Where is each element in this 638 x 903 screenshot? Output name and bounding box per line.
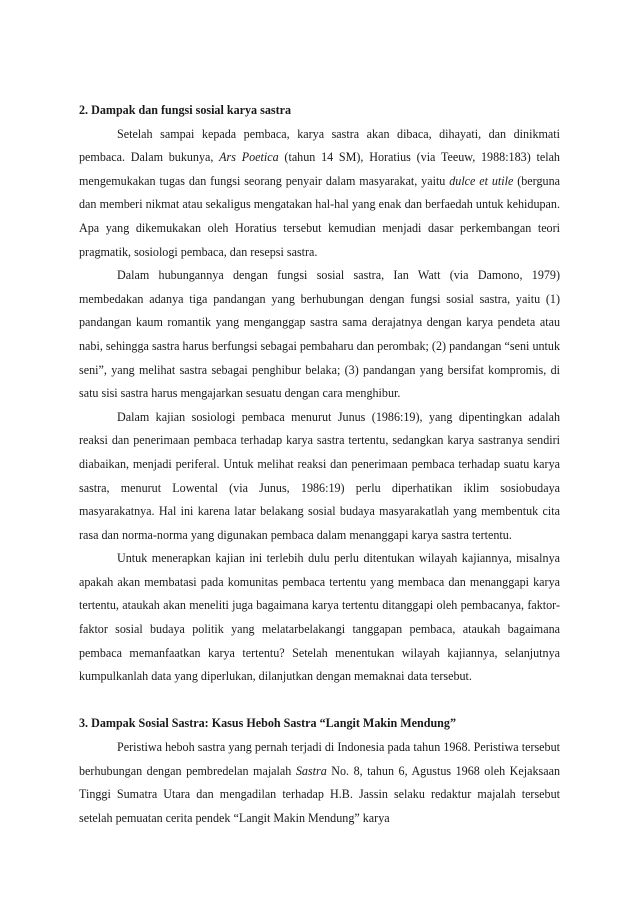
paragraph: Dalam kajian sosiologi pembaca menurut Junus (1986:19), yang dipentingkan adalah reaksi dan penerimaan pembaca terhadap karya sastra tertentu, sedangkan karya sastranya sendiri diabaikan, menjadi periferal. Untuk melihat reaksi dan penerimaan pembaca terhadap suatu karya sastra, menurut Lowental (via Junus, 1986:19) perlu diperhatikan iklim sosiobudaya masyarakatnya. Hal ini karena latar belakang sosial budaya masyarakatlah yang membentuk cita rasa dan norma-norma yang digunakan pembaca dalam menanggapi karya sastra tertentu. [79,409,560,542]
paragraph: Untuk menerapkan kajian ini terlebih dulu perlu ditentukan wilayah kajiannya, misalnya apakah akan membatasi pada komunitas pembaca tertentu yang membaca dan menanggapi karya tertentu, ataukah akan meneliti juga bagaimana karya tertentu ditanggapi oleh pembacanya, faktor-faktor sosial budaya politik yang melatarbelakangi tanggapan pembaca, ataukah bagaimana pembaca memanfaatkan karya tertentu? Setelah menentukan wilayah kajiannya, selanjutnya kumpulkanlah data yang diperlukan, dilanjutkan dengan memaknai data tersebut. [79,551,560,684]
document-content [79,99,560,830]
paragraph: Dalam hubungannya dengan fungsi sosial sastra, Ian Watt (via Damono, 1979) membedakan adanya tiga pandangan yang berhubungan dengan fungsi sosial sastra, yaitu (1) pandangan kaum romantik yang menganggap sastra sama derajatnya dengan karya pendeta atau nabi, sehingga sastra harus berfungsi sebagai pembaharu dan perombak; (2) pandangan “seni untuk seni”, yang melihat sastra sebagai penghibur belaka; (3) pandangan yang bersifat kompromis, di satu sisi sastra harus mengajarkan sesuatu dengan cara menghibur. [79,268,560,401]
section-spacer [79,689,560,713]
section-heading-2: 2. Dampak dan fungsi sosial karya sastra [79,103,292,117]
section-heading-3: 3. Dampak Sosial Sastra: Kasus Heboh Sastra “Langit Makin Mendung” [79,716,456,731]
paragraph: Setelah sampai kepada pembaca, karya sastra akan dibaca, dihayati, dan dinikmati pembaca. Dalam bukunya, Ars Poetica (tahun 14 SM), Horatius (via Teeuw, 1988:183) telah mengemukakan tugas dan fungsi seorang penyair dalam masyarakat, yaitu dulce et utile (berguna dan memberi nikmat atau sekaligus mengatakan hal-hal yang enak dan berfaedah untuk kehidupan. Apa yang dikemukakan oleh Horatius tersebut kemudian menjadi dasar perkembangan teori pragmatik, sosiologi pembaca, dan resepsi sastra. [79,126,560,259]
paragraph: Peristiwa heboh sastra yang pernah terjadi di Indonesia pada tahun 1968. Peristiwa tersebut berhubungan dengan pembredelan majalah Sastra No. 8, tahun 6, Agustus 1968 oleh Kejaksaan Tinggi Sumatra Utara dan mengadilan terhadap H.B. Jassin selaku redaktur majalah tersebut setelah pemuatan cerita pendek “Langit Makin Mendung” karya [79,740,560,825]
